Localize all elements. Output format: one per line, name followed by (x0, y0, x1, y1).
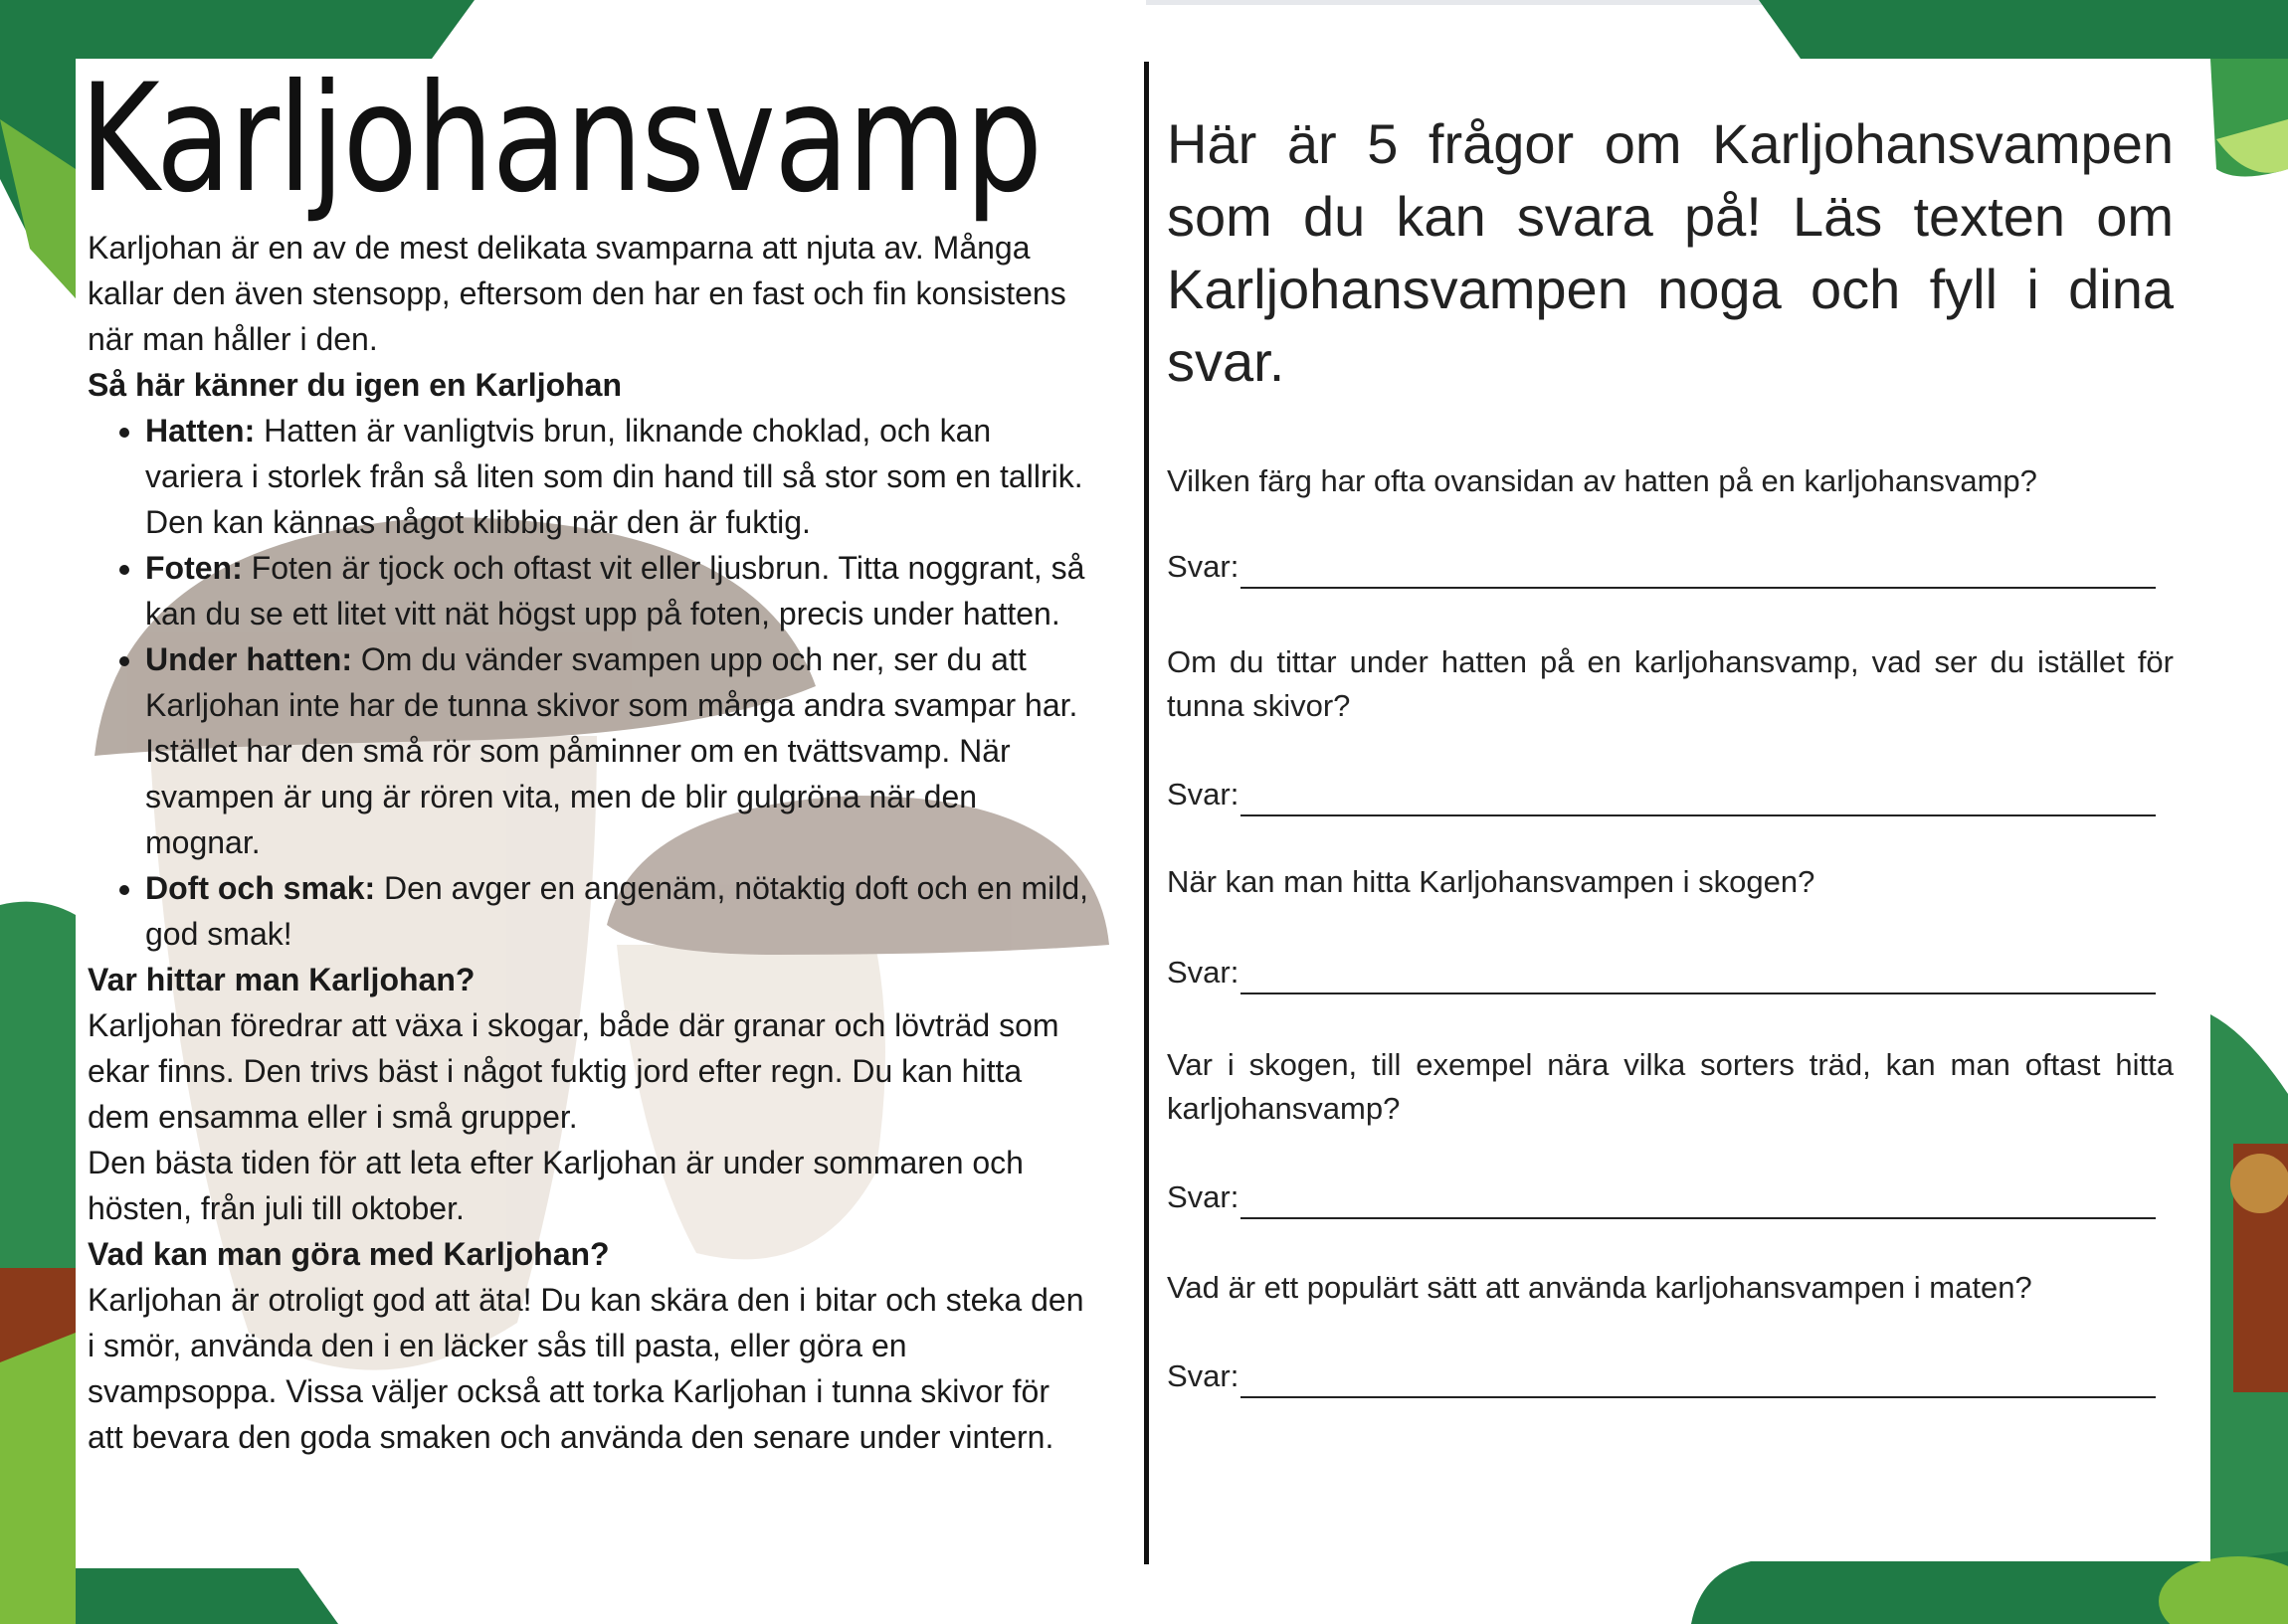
answer-line[interactable] (1240, 963, 2156, 994)
question-5: Vad är ett populärt sätt att använda karljohansvampen i maten? (1167, 1270, 2032, 1305)
feature-list (88, 408, 1092, 957)
answer-line[interactable] (1240, 1187, 2156, 1219)
answer-field-2[interactable]: Svar: (1167, 773, 2156, 816)
answer-field-3[interactable]: Svar: (1167, 951, 2156, 994)
question-4: Var i skogen, till exempel nära vilka sorters träd, kan man oftast hitta karljohansvamp? (1167, 1047, 2174, 1126)
question-1: Vilken färg har ofta ovansidan av hatten på en karljohansvamp? (1167, 463, 2037, 498)
section-heading-identify: Så här känner du igen en Karljohan (88, 367, 623, 403)
questions-heading: Här är 5 frågor om Karljohansvampen som du kan svara på! Läs texten om Karljohansvampen noga och fyll i dina svar. (1167, 112, 2174, 393)
section-heading-use: Vad kan man göra med Karljohan? (88, 1236, 610, 1272)
paragraph: Den bästa tiden för att leta efter Karljohan är under sommaren och hösten, från juli till oktober. (88, 1145, 1024, 1226)
question-3: När kan man hitta Karljohansvampen i skogen? (1167, 864, 1815, 899)
answer-line[interactable] (1240, 785, 2156, 816)
page-divider (1144, 62, 1149, 1564)
answer-line[interactable] (1240, 1366, 2156, 1398)
answer-field-4[interactable]: Svar: (1167, 1175, 2156, 1219)
list-item: • Under hatten: Om du vänder svampen upp och ner, ser du att Karljohan inte har de tunna skivor som många andra svampar har. Istället har den små rör som påminner om en tvättsvamp. När svampen är ung är rören vita, men de blir gulgröna när den mognar. (145, 636, 1092, 865)
list-item: • Foten: Foten är tjock och oftast vit eller ljusbrun. Titta noggrant, så kan du se ett litet vitt nät högst upp på foten, precis under hatten. (145, 545, 1092, 636)
section-heading-where: Var hittar man Karljohan? (88, 962, 476, 997)
answer-line[interactable] (1240, 557, 2156, 589)
answer-field-1[interactable]: Svar: (1167, 545, 2156, 589)
paragraph: Karljohan är otroligt god att äta! Du kan skära den i bitar och steka den i smör, använda den i en läcker sås till pasta, eller göra en svampsoppa. Vissa väljer också att torka Karljohan i tunna skivor för att bevara den goda smaken och använda den senare under vintern. (88, 1282, 1084, 1455)
question-2: Om du tittar under hatten på en karljohansvamp, vad ser du istället för tunna skivor? (1167, 644, 2174, 723)
answer-field-5[interactable]: Svar: (1167, 1354, 2156, 1398)
paragraph: Karljohan föredrar att växa i skogar, både där granar och lövträd som ekar finns. Den trivs bäst i något fuktig jord efter regn. Du kan hitta dem ensamma eller i små grupper. (88, 1007, 1059, 1135)
article-text (88, 225, 1092, 1460)
intro-paragraph: Karljohan är en av de mest delikata svamparna att njuta av. Många kallar den även stensopp, eftersom den har en fast och fin konsistens när man håller i den. (88, 230, 1066, 357)
list-item: • Doft och smak: Den avger en angenäm, nötaktig doft och en mild, god smak! (145, 865, 1092, 957)
page-title: Karljohansvamp (80, 53, 1042, 226)
list-item: • Hatten: Hatten är vanligtvis brun, liknande choklad, och kan variera i storlek från så liten som din hand till så stor som en tallrik. Den kan kännas något klibbig när den är fuktig. (145, 408, 1092, 545)
